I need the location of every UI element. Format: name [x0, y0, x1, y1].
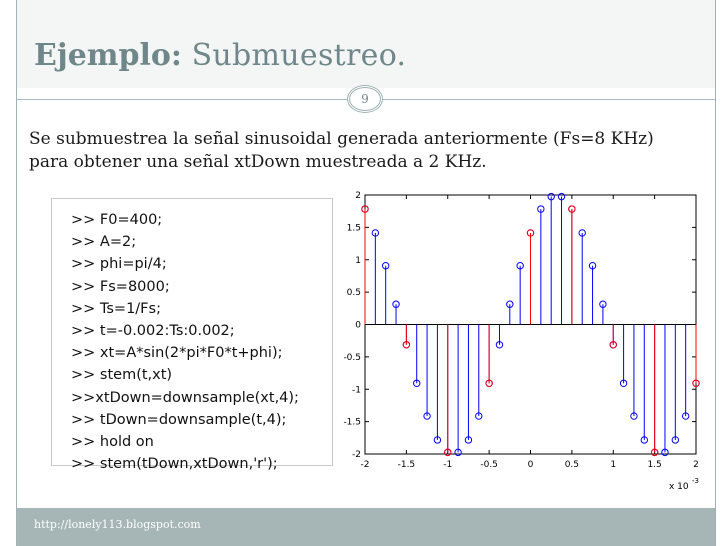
- code-line: >> stem(tDown,xtDown,'r');: [71, 456, 278, 473]
- code-line: >> t=-0.002:Ts:0.002;: [71, 323, 235, 340]
- x-exponent: -3: [692, 477, 699, 485]
- y-tick-label: -1: [352, 385, 361, 396]
- stem-chart: [340, 187, 712, 492]
- code-line: >> Fs=8000;: [71, 278, 170, 295]
- y-tick-label: 0: [355, 320, 361, 331]
- y-tick-label: 1: [355, 255, 361, 266]
- code-line: >> F0=400;: [71, 212, 163, 228]
- slide-title: [34, 38, 406, 73]
- y-tick-label: 2: [355, 191, 361, 201]
- code-line: >> A=2;: [71, 234, 137, 251]
- x-tick-label: -0.5: [480, 460, 498, 470]
- x-tick-label: 2: [693, 460, 699, 470]
- slide-title-bold: Ejemplo:: [34, 38, 183, 73]
- x-tick-label: -1: [443, 460, 453, 470]
- x-tick-label: 1.5: [647, 460, 662, 470]
- y-tick-label: 0.5: [346, 288, 361, 299]
- footer-url: http://lonely113.blogspot.com: [34, 518, 201, 531]
- y-tick-label: -2: [352, 450, 361, 460]
- y-tick-label: 1.5: [346, 223, 361, 234]
- x-exponent-label: x 10: [669, 482, 689, 492]
- page-number: 9: [347, 85, 383, 113]
- code-line: >> tDown=downsample(t,4);: [71, 411, 287, 428]
- code-line: >> phi=pi/4;: [71, 256, 167, 273]
- code-line: >> xt=A*sin(2*pi*F0*t+phi);: [71, 345, 283, 362]
- x-tick-label: 0.5: [564, 460, 580, 470]
- code-box: [51, 198, 333, 473]
- code-line: >> hold on: [71, 434, 154, 451]
- y-tick-label: -0.5: [343, 352, 361, 363]
- slide-title-rest: Submuestreo.: [191, 38, 407, 73]
- body-text: Se submuestrea la señal sinusoidal generada anteriormente (Fs=8 KHz) para obtener una señal xtDown muestreada a 2 KHz.: [29, 129, 654, 172]
- x-tick-label: -2: [360, 460, 370, 470]
- code-line: >>xtDown=downsample(xt,4);: [71, 389, 299, 406]
- x-tick-label: 1: [610, 460, 617, 470]
- y-tick-label: -1.5: [343, 417, 361, 428]
- code-line: >> Ts=1/Fs;: [71, 300, 161, 317]
- x-tick-label: 0: [527, 460, 534, 470]
- x-tick-label: -1.5: [397, 460, 416, 470]
- stem-plot: [340, 187, 712, 492]
- code-line: >> stem(t,xt): [71, 367, 173, 384]
